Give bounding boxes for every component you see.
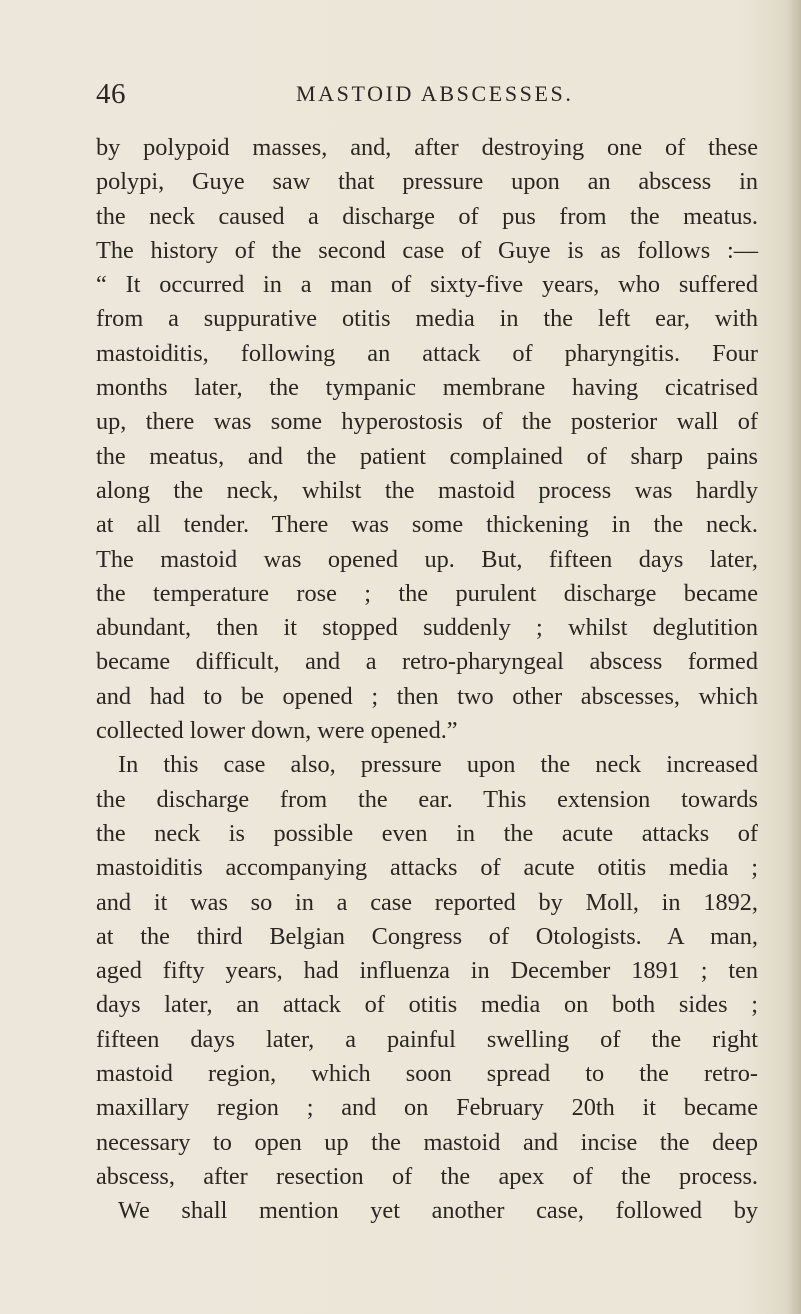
text-line: mastoiditis, following an attack of pharyngitis. Four	[96, 339, 758, 367]
text-line: at all tender. There was some thickening in the neck.	[96, 511, 758, 539]
text-line: along the neck, whilst the mastoid process was hardly	[96, 476, 758, 504]
text-line: at the third Belgian Congress of Otologists. A man,	[96, 922, 758, 950]
text-line: months later, the tympanic membrane having cicatrised	[96, 374, 758, 402]
page-number: 46	[96, 78, 126, 110]
text-line: by polypoid masses, and, after destroying one of these	[96, 134, 758, 161]
text-line: necessary to open up the mastoid and incise the deep	[96, 1128, 758, 1156]
text-line: days later, an attack of otitis media on both sides ;	[96, 991, 758, 1019]
text-line: abundant, then it stopped suddenly ; whilst deglutition	[96, 614, 758, 642]
text-line: The mastoid was opened up. But, fifteen days later,	[96, 545, 758, 573]
text-line: polypi, Guye saw that pressure upon an abscess in	[96, 168, 758, 196]
text-line: collected lower down, were opened.”	[96, 717, 458, 745]
page-header	[0, 78, 801, 118]
text-line: mastoid region, which soon spread to the retro-	[96, 1060, 758, 1088]
text-line: and had to be opened ; then two other abscesses, which	[96, 682, 758, 710]
text-line: maxillary region ; and on February 20th it became	[96, 1094, 758, 1122]
text-line: We shall mention yet another case, followed by	[118, 1197, 758, 1225]
text-line: In this case also, pressure upon the neck increased	[118, 751, 758, 779]
text-line: abscess, after resection of the apex of the process.	[96, 1162, 758, 1190]
text-line: the meatus, and the patient complained of sharp pains	[96, 442, 758, 470]
running-head: MASTOID ABSCESSES.	[296, 81, 574, 106]
text-line: aged fifty years, had influenza in December 1891 ; ten	[96, 957, 758, 985]
text-line: became difficult, and a retro-pharyngeal abscess formed	[96, 648, 758, 676]
body-text	[96, 131, 758, 1229]
text-line: the neck is possible even in the acute attacks of	[96, 819, 758, 847]
text-line: and it was so in a case reported by Moll, in 1892,	[96, 888, 758, 916]
text-line: mastoiditis accompanying attacks of acute otitis media ;	[96, 854, 758, 882]
text-line: from a suppurative otitis media in the left ear, with	[96, 305, 758, 333]
page-edge-shadow	[787, 0, 801, 1314]
text-line: the discharge from the ear. This extension towards	[96, 785, 758, 813]
text-line: the temperature rose ; the purulent discharge became	[96, 579, 758, 607]
text-line: “ It occurred in a man of sixty-five years, who suffered	[96, 271, 758, 299]
text-line: fifteen days later, a painful swelling of the right	[96, 1025, 758, 1053]
text-line: The history of the second case of Guye is as follows :—	[96, 236, 758, 264]
text-line: the neck caused a discharge of pus from the meatus.	[96, 202, 758, 230]
text-line: up, there was some hyperostosis of the posterior wall of	[96, 408, 758, 436]
